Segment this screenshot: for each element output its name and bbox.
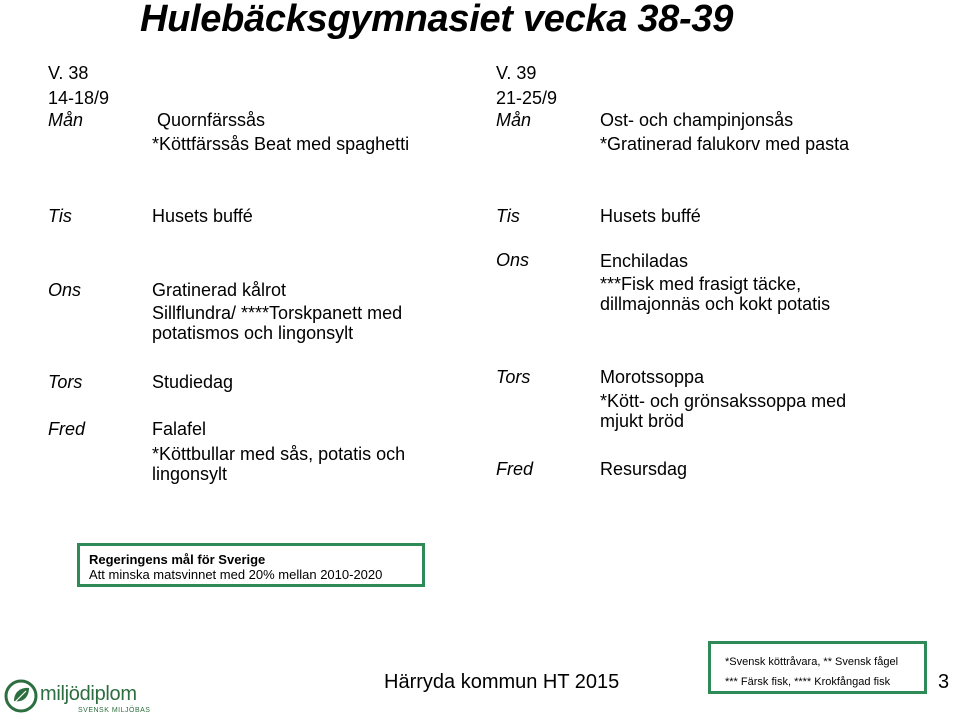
legend-line-1: *Svensk köttråvara, ** Svensk fågel: [725, 656, 899, 668]
week38-wed-dish-2: Sillflundra/ ****Torskpanett med: [152, 303, 403, 323]
week39-day-fri: Fred: [496, 459, 534, 479]
week38-dates: 14-18/9: [48, 88, 110, 108]
week38-day-tue: Tis: [48, 206, 72, 226]
week38-tue-dish-1: Husets buffé: [152, 206, 253, 226]
week38-thu-dish-1: Studiedag: [152, 372, 234, 392]
goal-box: [77, 543, 425, 587]
week39-thu-dish-2: *Kött- och grönsakssoppa med: [600, 391, 847, 411]
legend-box: [708, 641, 927, 694]
week39-thu-dish-1: Morotssoppa: [600, 367, 705, 387]
week39-thu-dish-3: mjukt bröd: [600, 411, 685, 431]
week39-mon-dish-2: *Gratinerad falukorv med pasta: [600, 134, 850, 154]
week38-mon-dish-1: Quornfärssås: [157, 110, 266, 130]
week38-wed-dish-1: Gratinerad kålrot: [152, 280, 287, 300]
week39-tue-dish-1: Husets buffé: [600, 206, 701, 226]
week39-day-wed: Ons: [496, 250, 530, 270]
goal-heading: Regeringens mål för Sverige: [89, 552, 266, 567]
week39-wed-dish-1: Enchiladas: [600, 251, 689, 271]
week38-mon-dish-2: *Köttfärssås Beat med spaghetti: [152, 134, 410, 154]
week39-wed-dish-2: ***Fisk med frasigt täcke,: [600, 274, 802, 294]
week38-fri-dish-3: lingonsylt: [152, 464, 228, 484]
week38-day-thu: Tors: [48, 372, 83, 392]
week39-mon-dish-1: Ost- och champinjonsås: [600, 110, 794, 130]
logo-subtitle: SVENSK MILJÖBAS: [78, 707, 151, 714]
week38-fri-dish-1: Falafel: [152, 419, 207, 439]
week38-fri-dish-2: *Köttbullar med sås, potatis och: [152, 444, 406, 464]
page-title: Hulebäcksgymnasiet vecka 38-39: [140, 0, 734, 40]
week39-label: V. 39: [496, 63, 537, 83]
week38-label: V. 38: [48, 63, 89, 83]
page-number: 3: [938, 671, 950, 693]
week39-fri-dish-1: Resursdag: [600, 459, 688, 479]
goal-text: Att minska matsvinnet med 20% mellan 2010-2020: [89, 567, 383, 582]
week39-day-thu: Tors: [496, 367, 531, 387]
week39-day-tue: Tis: [496, 206, 520, 226]
week39-day-mon: Mån: [496, 110, 532, 130]
week38-wed-dish-3: potatismos och lingonsylt: [152, 323, 354, 343]
week39-wed-dish-3: dillmajonnäs och kokt potatis: [600, 294, 831, 314]
legend-line-2: *** Färsk fisk, **** Krokfångad fisk: [725, 676, 891, 688]
week38-day-wed: Ons: [48, 280, 82, 300]
miljodiplom-leaf-icon: [4, 679, 38, 713]
footer-municipality: Härryda kommun HT 2015: [384, 671, 620, 693]
week38-day-mon: Mån: [48, 110, 84, 130]
week39-dates: 21-25/9: [496, 88, 558, 108]
logo-name: miljödiplom: [40, 683, 137, 705]
week38-day-fri: Fred: [48, 419, 86, 439]
